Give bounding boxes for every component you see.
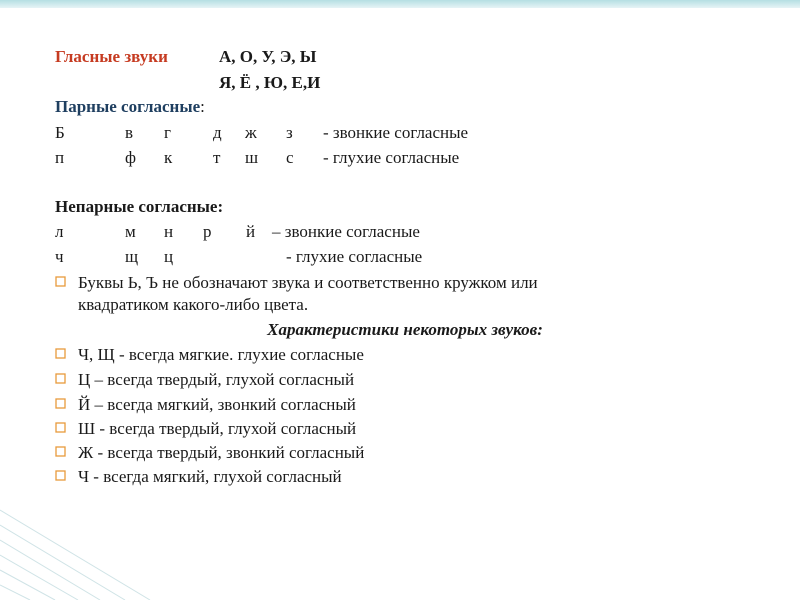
voiced-desc: - звонкие согласные xyxy=(323,123,469,142)
letter-cell: л xyxy=(55,222,64,241)
letter-cell: ш xyxy=(245,148,259,167)
voiceless-desc: - глухие согласные xyxy=(323,148,460,167)
letter-cell: к xyxy=(164,148,173,167)
letter-cell: г xyxy=(164,123,171,142)
paired-heading: Парные согласные xyxy=(55,97,201,116)
letter-cell: п xyxy=(55,148,65,167)
letter-cell: Б xyxy=(55,123,65,142)
note-line-2: квадратиком какого-либо цвета. xyxy=(78,295,309,314)
letter-cell: ж xyxy=(245,123,257,142)
corner-decor-lines xyxy=(0,490,160,600)
letter-cell: в xyxy=(125,123,134,142)
letter-cell: м xyxy=(125,222,136,241)
letter-cell: ц xyxy=(164,247,174,266)
unpaired-voiced-desc: – звонкие согласные xyxy=(272,222,420,241)
paired-heading-colon: : xyxy=(200,97,205,116)
hollow-square-bullet-icon xyxy=(55,373,66,384)
letter-cell: н xyxy=(164,222,174,241)
letter-cell: з xyxy=(286,123,293,142)
list-item-text: Ч, Щ - всегда мягкие. глухие согласные xyxy=(78,345,364,364)
list-item-text: Ч - всегда мягкий, глухой согласный xyxy=(78,467,342,486)
paired-heading-line xyxy=(55,97,205,117)
list-item-text: Й – всегда мягкий, звонкий согласный xyxy=(78,395,356,414)
hollow-square-bullet-icon xyxy=(55,398,66,409)
hollow-square-bullet-icon xyxy=(55,446,66,457)
unpaired-voiceless-desc: - глухие согласные xyxy=(286,247,423,266)
vowels-row-1: А, О, У, Э, Ы xyxy=(219,47,317,66)
letter-cell: ф xyxy=(125,148,137,167)
hollow-square-bullet-icon xyxy=(55,348,66,359)
unpaired-heading: Непарные согласные: xyxy=(55,197,224,216)
letter-cell: й xyxy=(246,222,256,241)
hollow-square-bullet-icon xyxy=(55,422,66,433)
letter-cell: ч xyxy=(55,247,64,266)
list-item-text: Ш - всегда твердый, глухой согласный xyxy=(78,419,357,438)
letter-cell: т xyxy=(213,148,221,167)
letter-cell: р xyxy=(203,222,212,241)
letter-cell: д xyxy=(213,123,222,142)
note-line-1: Буквы Ь, Ъ не обозначают звука и соответственно кружком или xyxy=(78,273,538,292)
characteristics-heading: Характеристики некоторых звуков: xyxy=(267,320,543,339)
vowels-label: Гласные звуки xyxy=(55,47,168,66)
hollow-square-bullet-icon xyxy=(55,470,66,481)
list-item-text: Ж - всегда твердый, звонкий согласный xyxy=(78,443,365,462)
list-item-text: Ц – всегда твердый, глухой согласный xyxy=(78,370,355,389)
vowels-row-2: Я, Ё , Ю, Е,И xyxy=(219,73,321,92)
top-decor-band xyxy=(0,0,800,8)
hollow-square-bullet-icon xyxy=(55,276,66,287)
letter-cell: щ xyxy=(125,247,139,266)
letter-cell: с xyxy=(286,148,294,167)
